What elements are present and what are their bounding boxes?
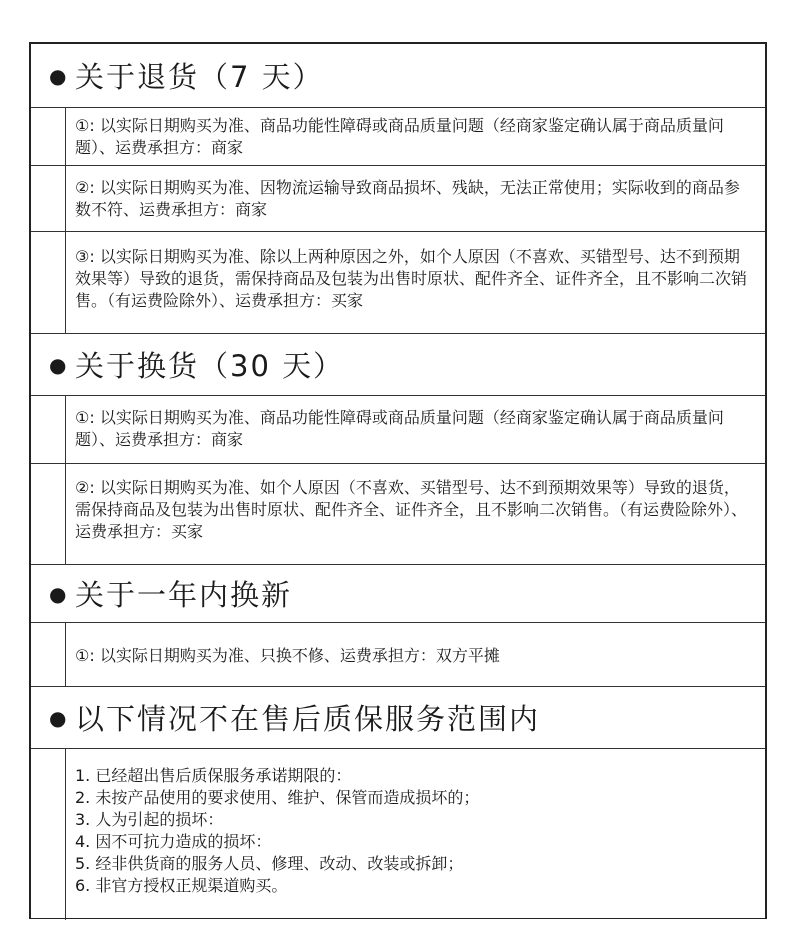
list-item [31,108,765,166]
section-title: 关于退货（7 天） [75,60,324,94]
bullet-icon: ● [49,581,67,606]
list-item: 4. 因不可抗力造成的损坏： [75,832,272,851]
bullet-icon: ● [49,63,67,88]
list-item: 1. 已经超出售后质保服务承诺期限的： [75,766,352,785]
section-header-return [31,44,765,108]
policy-table [29,42,767,919]
item-text: ②: 以实际日期购买为准、如个人原因（不喜欢、买错型号、达不到预期效果等）导致的退货，需保持商品及包装为出售时原状、配件齐全、证件齐全，且不影响二次销售。（有运费险除外）、运费承担方：买家 [75,478,748,541]
list-item: 2. 未按产品使用的要求使用、维护、保管而造成损坏的； [75,788,480,807]
item-text: ①: 以实际日期购买为准、商品功能性障碍或商品质量问题（经商家鉴定确认属于商品质量问题）、运费承担方：商家 [75,408,724,449]
list-item: 5. 经非供货商的服务人员、修理、改动、改装或拆卸； [75,854,464,873]
list-item [31,166,765,232]
bullet-icon: ● [49,705,67,730]
bullet-icon: ● [49,352,67,377]
item-text: ③: 以实际日期购买为准、除以上两种原因之外，如个人原因（不喜欢、买错型号、达不到预期效果等）导致的退货，需保持商品及包装为出售时原状、配件齐全、证件齐全，且不影响二次销售。（有运费险除外）、运费承担方：买家 [75,247,748,310]
section-title: 关于一年内换新 [75,578,293,612]
section-title: 关于换货（30 天） [75,349,345,383]
section-header-renewal [31,565,765,623]
exclusion-list [31,749,765,920]
item-text: ①: 以实际日期购买为准、只换不修、运费承担方：双方平摊 [75,646,500,665]
section-header-exchange [31,334,765,396]
section-title: 以下情况不在售后质保服务范围内 [75,702,541,736]
list-item [31,623,765,687]
item-text: ①: 以实际日期购买为准、商品功能性障碍或商品质量问题（经商家鉴定确认属于商品质量问题）、运费承担方：商家 [75,116,724,157]
item-text: ②: 以实际日期购买为准、因物流运输导致商品损坏、残缺，无法正常使用；实际收到的商品参数不符、运费承担方：商家 [75,178,740,219]
list-item [31,396,765,464]
list-item: 6. 非官方授权正规渠道购买。 [75,876,288,895]
list-item [31,232,765,334]
section-header-exclusions [31,687,765,749]
list-item [31,464,765,565]
list-item: 3. 人为引起的损坏： [75,810,224,829]
